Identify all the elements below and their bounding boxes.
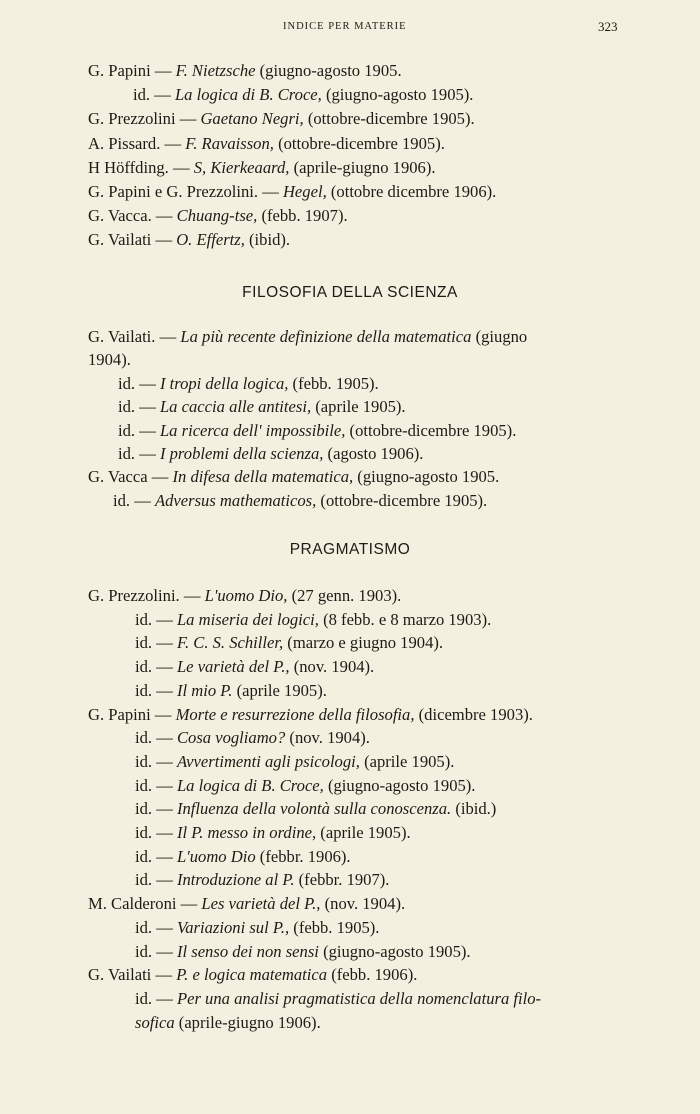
entry-date: (giugno-agosto 1905). bbox=[318, 941, 471, 961]
index-entry bbox=[135, 727, 370, 749]
index-entry bbox=[88, 108, 475, 130]
entry-date: (giugno-agosto 1905. bbox=[353, 467, 500, 487]
entry-author: id. — bbox=[133, 85, 175, 105]
entry-author: id. — bbox=[135, 799, 177, 819]
entry-date: (agosto 1906). bbox=[323, 444, 424, 463]
index-entry bbox=[135, 751, 454, 773]
section-heading-filosofia-della-scienza: FILOSOFIA DELLA SCIENZA bbox=[242, 284, 458, 301]
entry-title: Gaetano Negri, bbox=[200, 109, 304, 129]
index-entry bbox=[135, 656, 374, 678]
entry-date: (ottobre-dicembre 1905). bbox=[316, 490, 488, 510]
entry-date: (8 febb. e 8 marzo 1903). bbox=[318, 609, 492, 629]
entry-author: id. — bbox=[135, 633, 177, 653]
entry-title: Variazioni sul P., bbox=[176, 917, 290, 937]
index-entry bbox=[135, 846, 351, 868]
entry-title: In difesa della matematica, bbox=[172, 467, 354, 487]
entry-title: Per una analisi pragmatistica della nomenclatura filo- bbox=[176, 988, 542, 1008]
entry-title: L'uomo Dio bbox=[176, 846, 256, 866]
entry-date: (nov. 1904). bbox=[320, 894, 406, 914]
index-entry bbox=[88, 964, 417, 986]
entry-title: sofica bbox=[135, 1012, 175, 1032]
entry-title: Avvertimenti agli psicologi, bbox=[176, 751, 360, 771]
index-entry bbox=[88, 326, 527, 348]
entry-author: G. Papini e G. Prezzolini. — bbox=[88, 182, 283, 201]
entry-date: (giugno-agosto 1905. bbox=[255, 61, 402, 80]
index-entry bbox=[135, 680, 327, 702]
entry-title: I tropi della logica, bbox=[159, 373, 289, 393]
index-entry bbox=[88, 133, 445, 155]
index-entry bbox=[135, 798, 496, 820]
entry-date: (giugno-agosto 1905). bbox=[321, 85, 474, 105]
entry-author: G. Vailati. — bbox=[88, 327, 181, 346]
entry-author: id. — bbox=[135, 941, 177, 961]
entry-title: La ricerca dell' impossibile, bbox=[159, 420, 346, 440]
entry-date: (febbr. 1906). bbox=[255, 846, 351, 866]
index-entry bbox=[135, 869, 389, 891]
index-entry bbox=[88, 205, 348, 227]
entry-author: id. — bbox=[135, 751, 177, 771]
entry-title: Adversus mathematicos, bbox=[154, 490, 317, 510]
index-entry bbox=[88, 704, 533, 726]
entry-title: L'uomo Dio, bbox=[204, 586, 288, 605]
entry-title: La più recente definizione della matematica bbox=[180, 327, 472, 346]
index-entry bbox=[135, 775, 475, 797]
index-entry bbox=[88, 181, 496, 203]
entry-author: G. Papini — bbox=[88, 61, 176, 80]
entry-title: La logica di B. Croce, bbox=[174, 85, 322, 105]
entry-title: Il senso dei non sensi bbox=[176, 941, 319, 961]
entry-title: Cosa vogliamo? bbox=[176, 728, 286, 748]
entry-author: id. — bbox=[118, 373, 160, 393]
entry-author: G. Prezzolini — bbox=[88, 109, 201, 129]
entry-author: G. Vailati — bbox=[88, 230, 177, 250]
entry-author: id. — bbox=[135, 728, 177, 748]
index-entry bbox=[118, 396, 406, 418]
entry-author: H Höffding. — bbox=[88, 157, 194, 177]
entry-author: id. — bbox=[118, 397, 160, 417]
entry-author: id. — bbox=[135, 988, 177, 1008]
entry-author: id. — bbox=[135, 657, 177, 677]
entry-title: La caccia alle antitesi, bbox=[159, 397, 312, 417]
entry-author: G. Vailati — bbox=[88, 965, 177, 985]
entry-date: (nov. 1904). bbox=[289, 657, 375, 677]
entry-title: Il P. messo in ordine, bbox=[176, 823, 317, 842]
entry-date: (ottobre dicembre 1906). bbox=[326, 182, 497, 201]
entry-author: G. Vacca. — bbox=[88, 206, 177, 226]
index-entry bbox=[135, 632, 443, 654]
entry-author: id. — bbox=[118, 444, 160, 463]
entry-date: (ottobre-dicembre 1905). bbox=[345, 420, 517, 440]
entry-date: (dicembre 1903). bbox=[414, 704, 533, 724]
entry-title: F. Nietzsche bbox=[175, 61, 256, 80]
index-entry bbox=[118, 420, 516, 442]
entry-date: (aprile 1905). bbox=[316, 823, 411, 842]
index-entry bbox=[135, 1012, 321, 1034]
entry-author: id. — bbox=[135, 846, 177, 866]
entry-date: (febbr. 1907). bbox=[294, 870, 390, 890]
entry-date: (nov. 1904). bbox=[285, 728, 370, 748]
entry-author: id. — bbox=[135, 917, 177, 937]
index-entry bbox=[88, 229, 290, 251]
entry-title: O. Effertz, bbox=[176, 230, 245, 250]
index-entry bbox=[88, 893, 405, 915]
entry-date: (aprile 1905). bbox=[359, 751, 455, 771]
entry-author: id. — bbox=[135, 775, 177, 795]
index-entry bbox=[88, 349, 131, 371]
index-entry bbox=[118, 443, 423, 465]
entry-date: (ottobre-dicembre 1905). bbox=[303, 109, 475, 129]
entry-author: G. Prezzolini. — bbox=[88, 586, 205, 605]
index-entry bbox=[135, 609, 491, 631]
entry-date: (febb. 1907). bbox=[257, 206, 348, 226]
entry-title: Les varietà del P., bbox=[201, 894, 321, 914]
entry-title: Le varietà del P., bbox=[176, 657, 290, 677]
entry-author: G. Papini — bbox=[88, 704, 176, 724]
entry-date: (ibid.) bbox=[451, 799, 497, 819]
index-entry bbox=[88, 60, 402, 82]
entry-date: (27 genn. 1903). bbox=[287, 586, 402, 605]
entry-title: Il mio P. bbox=[176, 680, 233, 700]
entry-date: (febb. 1905). bbox=[288, 373, 379, 393]
entry-title: Chuang-tse, bbox=[176, 206, 258, 226]
entry-title: La logica di B. Croce, bbox=[176, 775, 324, 795]
index-entry bbox=[133, 84, 473, 106]
entry-date: (aprile-giugno 1906). bbox=[174, 1012, 321, 1032]
entry-author: id. — bbox=[113, 490, 155, 510]
entry-author: G. Vacca — bbox=[88, 467, 173, 487]
entry-title: P. e logica matematica bbox=[176, 965, 328, 985]
entry-title: S, Kierkeaard, bbox=[193, 157, 290, 177]
entry-date: (aprile 1905). bbox=[311, 397, 406, 417]
entry-author: id. — bbox=[135, 680, 177, 700]
entry-author: M. Calderoni — bbox=[88, 894, 202, 914]
entry-title: La miseria dei logici, bbox=[176, 609, 319, 629]
entry-author: id. — bbox=[135, 823, 177, 842]
entry-title: Hegel, bbox=[282, 182, 327, 201]
entry-date: (giugno bbox=[471, 327, 528, 346]
entry-author: id. — bbox=[118, 420, 160, 440]
entry-date: (giugno-agosto 1905). bbox=[323, 775, 476, 795]
running-head-title: INDICE PER MATERIE bbox=[283, 21, 407, 32]
entry-date: (febb. 1905). bbox=[289, 917, 380, 937]
index-entry bbox=[88, 157, 436, 179]
index-entry bbox=[88, 466, 499, 488]
entry-author: A. Pissard. — bbox=[88, 133, 186, 153]
entry-author: id. — bbox=[135, 609, 177, 629]
section-heading-pragmatismo: PRAGMATISMO bbox=[289, 541, 411, 558]
entry-date: (febb. 1906). bbox=[327, 965, 418, 985]
entry-title: F. C. S. Schiller, bbox=[176, 633, 284, 653]
entry-title: Morte e resurrezione della filosofia, bbox=[175, 704, 415, 724]
entry-date: (aprile 1905). bbox=[232, 680, 327, 700]
entry-date: (ottobre-dicembre 1905). bbox=[273, 133, 445, 153]
entry-title: F. Ravaisson, bbox=[185, 133, 274, 153]
index-entry bbox=[118, 373, 379, 395]
index-entry bbox=[135, 822, 411, 844]
entry-title: Influenza della volontà sulla conoscenza. bbox=[176, 799, 452, 819]
index-entry bbox=[135, 941, 471, 963]
entry-date: (aprile-giugno 1906). bbox=[289, 157, 436, 177]
page-number: 323 bbox=[598, 19, 618, 34]
entry-author: 1904). bbox=[88, 350, 131, 370]
entry-date: (ibid). bbox=[244, 230, 291, 250]
index-entry bbox=[135, 917, 379, 939]
index-entry bbox=[88, 585, 401, 607]
entry-date: (marzo e giugno 1904). bbox=[283, 633, 444, 653]
entry-title: Introduzione al P. bbox=[176, 870, 295, 890]
index-entry bbox=[113, 490, 487, 512]
entry-title: I problemi della scienza, bbox=[159, 444, 324, 463]
index-entry bbox=[135, 988, 541, 1010]
entry-author: id. — bbox=[135, 870, 177, 890]
